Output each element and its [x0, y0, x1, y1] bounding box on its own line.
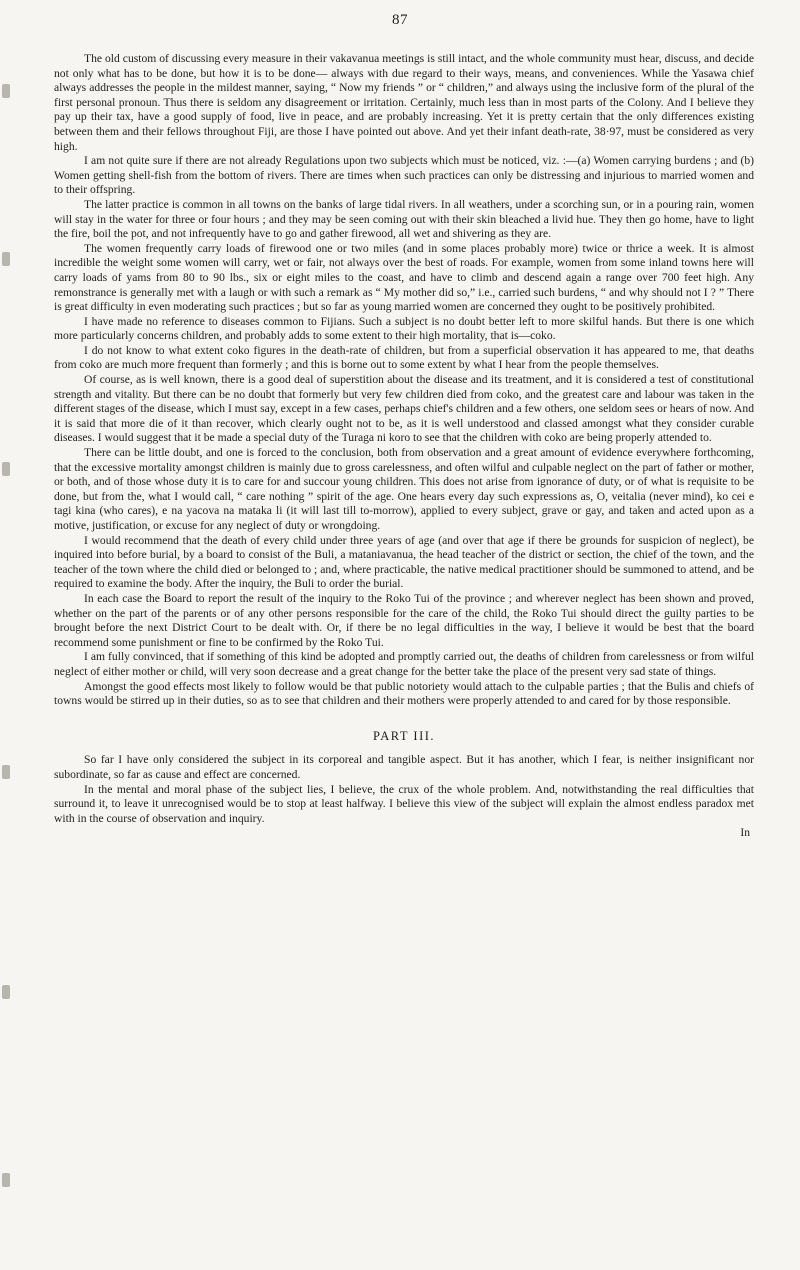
paragraph: The women frequently carry loads of firewood one or two miles (and in some places probably more) twice or thrice a week. It is almost incredible the weight some women will carry, wet or fair, not always over the best of roads. For example, women from some inland towns here will carry loads of yams from 80 to 90 lbs., six or eight miles to the coast, and have to climb and descend again a range over 700 feet high. Any remonstrance is generally met with a laugh or with such a remark as “ My mother did so,” i.e., carried such burdens, “ and why should not I ? ” There is great difficulty in even moderating such practices ; but so far as young married women are concerned they ought to be positively prohibited. — [54, 241, 754, 314]
margin-mark — [2, 462, 10, 476]
margin-mark — [2, 985, 10, 999]
paragraph: Amongst the good effects most likely to follow would be that public notoriety would attach to the culpable parties ; that the Bulis and chiefs of towns would be stirred up in their duties, so as to see that children and their mothers were properly attended to and cared for by those responsible. — [54, 679, 754, 708]
paragraph: So far I have only considered the subject in its corporeal and tangible aspect. But it has another, which I fear, is neither insignificant nor subordinate, so far as cause and effect are concerned. — [54, 753, 754, 781]
catchword: In — [740, 826, 750, 840]
paragraph: I am not quite sure if there are not already Regulations upon two subjects which must be noticed, viz. :—(a) Women carrying burdens ; and (b) Women getting shell-fish from the bottom of rivers. There are times when such practices can only be distressing and injurious to married women and to their offspring. — [54, 154, 754, 197]
paragraph: I have made no reference to diseases common to Fijians. Such a subject is no doubt better left to more skilful hands. But there is one which more particularly concerns children, and probably adds to some extent to their high mortality, that is—coko. — [54, 314, 754, 343]
paragraph: I am fully convinced, that if something of this kind be adopted and promptly carried out, the deaths of children from carelessness or from wilful neglect of either mother or child, will very soon decrease and a great change for the better take the place of the present very sad state of things. — [54, 650, 754, 678]
paragraph: In the mental and moral phase of the subject lies, I believe, the crux of the whole problem. And, notwithstanding the real difficulties that surround it, to leave it unrecognised would be to stop at least halfway. I believe this view of the subject will explain the almost endless paradox met with in the course of observation and inquiry. — [54, 782, 754, 825]
paragraph: The old custom of discussing every measure in their vakavanua meetings is still intact, and the whole community must hear, discuss, and decide not only what has to be done, but how it is to be done— always with due regard to their ways, means, and conveniences. While the Yasawa chief always addresses the people in the mildest manner, saying, “ Now my friends ” or “ children,” and always using the inclusive form of the plural of the first personal pronoun. Thus there is seldom any disagreement or irritation. Certainly, much less than in most parts of the Colony. And I believe they pay up their tax, have a good supply of food, live in peace, and are probably increasing. Yet it is pretty certain that the only differences existing between them and their fellows throughout Fiji, are those I have pointed out above. And yet their infant death-rate, 38·97, must be considered as very high. — [54, 52, 754, 153]
margin-mark — [2, 1173, 10, 1187]
paragraph: There can be little doubt, and one is forced to the conclusion, both from observation and a great amount of evidence everywhere forthcoming, that the excessive mortality amongst children is mainly due to gross carelessness, and often wilful and culpable neglect on the part of father or mother, or both, and of those whose duty it is to care for and succour young children. This does not arise from ignorance of duty, or of what is requisite to be done, but from the, what I would call, “ care nothing ” spirit of the age. One hears every day such expressions as, O, veitalia (never mind), ko cei e tagi kina (who cares), e na yacova na mataka li (it will last till to-morrow), applied to every subject, grave or gay, and taken and acted upon as a motive, justification, or excuse for any neglect of duty or wrongdoing. — [54, 446, 754, 532]
paragraph: Of course, as is well known, there is a good deal of superstition about the disease and its treatment, and it is considered a test of constitutional strength and vitality. But there can be no doubt that formerly but very few children died from coko, and the greatest care and labour was taken in the different stages of the disease, which I must say, except in a few cases, perhaps chief's children and a few others, one seldom sees or hears of now. And it is said that more die of it than recover, which clearly ought not to be, as it is well understood and classed amongst what they consider curable diseases. I would suggest that it be made a special duty of the Turaga ni koro to see that the children with coko are being properly attended to. — [54, 373, 754, 445]
paragraph: The latter practice is common in all towns on the banks of large tidal rivers. In all weathers, under a scorching sun, or in a pouring rain, women will stay in the water for three or four hours ; and they may be seen coming out with their skin bleached a livid hue. They then go home, have to light the fire, boil the pot, and not infrequently have to go and gather firewood, all wet and shivering as they are. — [54, 197, 754, 241]
paragraph: I would recommend that the death of every child under three years of age (and over that age if there be grounds for suspicion of neglect), be inquired into before burial, by a board to consist of the Buli, a mataniavanua, the head teacher of the district or section, the chief of the town, and the teacher of the town where the child died or belonged to ; and, where practicable, the native medical practitioner should be summoned to attend, and be required to examine the body. After the inquiry, the Buli to order the burial. — [54, 533, 754, 591]
paragraph: I do not know to what extent coko figures in the death-rate of children, but from a superficial observation it has appeared to me, that deaths from coko are much more frequent than formerly ; and this is borne out to some extent by what I hear from the people themselves. — [54, 343, 754, 372]
paragraph: In each case the Board to report the result of the inquiry to the Roko Tui of the province ; and wherever neglect has been shown and proved, whether on the part of the parents or of any other persons responsible for the care of the child, the Roko Tui should direct the guilty parties to be brought before the next District Court to be dealt with. Or, if there be no legal difficulties in the way, I believe it would be best that the board recommend some punishment or fine to be confirmed by the Roko Tui. — [54, 591, 754, 649]
margin-mark — [2, 84, 10, 98]
page-number: 87 — [392, 12, 408, 28]
margin-mark — [2, 765, 10, 779]
body-text — [54, 52, 754, 841]
margin-mark — [2, 252, 10, 266]
part-three-text — [54, 753, 754, 826]
section-heading: PART III. — [372, 728, 436, 743]
